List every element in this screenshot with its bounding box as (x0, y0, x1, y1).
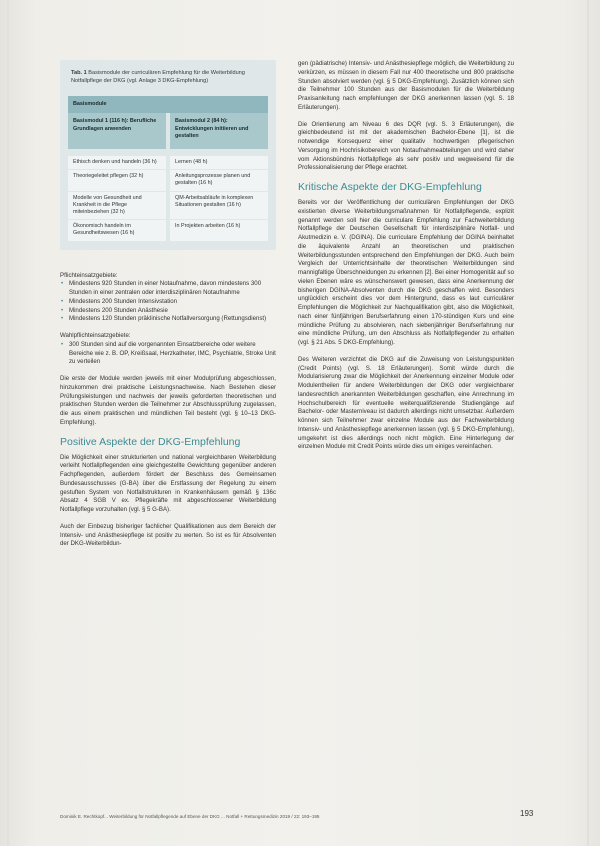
list-item: • Mindestens 200 Stunden Intensivstation (60, 298, 276, 307)
table-cell: Anleitungsprozesse planen und gestalten (16 h) (168, 170, 268, 191)
table-row (68, 170, 268, 191)
module-1-header: Basismodul 1 (116 h): Berufliche Grundlagen anwenden (68, 113, 168, 149)
table-module-row (68, 113, 268, 149)
section-heading: Positive Aspekte der DKG-Empfehlung (60, 435, 241, 448)
table-box (60, 60, 276, 250)
basismodule-table (68, 96, 268, 241)
list-item: • Mindestens 120 Stunden präklinische Notfallversorgung (Rettungsdienst) (60, 315, 276, 324)
table-cell: Ökonomisch handeln im Gesundheitswesen (16 h) (68, 220, 168, 241)
left-column (60, 60, 276, 557)
table-row (68, 156, 268, 170)
pflicht-title: Pflichteinsatzgebiete: (60, 271, 118, 279)
paragraph: Die Orientierung am Niveau 6 des DQR (vgl. S. 3 Erläuterungen), die gleichbedeutend ist mit der akademischen Bachelor-Ebene [1], ist die notwendige Konsequenz einer qualitativ hochwertigen pflegerischen Versorgung im Hochrisikobereich von Notaufnahmeabteilungen und wird daher vom Aktionsbündnis Notfallpflege als sehr positiv und wegweisend für die Professionalisierung der Pflege erachtet. (298, 120, 514, 172)
table-row (68, 220, 268, 241)
table-cell: Modelle von Gesundheit und Krankheit in die Pflege miteinbeziehen (32 h) (68, 191, 168, 220)
table-header-row (68, 96, 268, 113)
table-cell: Ethisch denken und handeln (36 h) (68, 156, 168, 170)
table-caption (68, 70, 268, 85)
table-caption-text: Basismodule der curriculären Empfehlung für die Weiterbildung Notfallpflege der DKG (vgl. Anlage 3 DKG-Empfehlung) (71, 70, 245, 84)
pflicht-list (60, 280, 276, 324)
list-item: • 300 Stunden sind auf die vorgenannten Einsatzbereiche oder weitere Bereiche wie z. B. OP, Kreißsaal, Herzkatheter, IMC, Psychiatrie, Stroke Unit zu verteilen (60, 341, 276, 367)
table-cell: Theoriegeleitet pflegen (32 h) (68, 170, 168, 191)
table-row (68, 191, 268, 220)
table-number: Tab. 1 (71, 70, 87, 76)
table-header: Basismodule (68, 96, 268, 113)
list-item: • Mindestens 200 Stunden Anästhesie (60, 307, 276, 316)
paragraph: Auch der Einbezug bisheriger fachlicher Qualifikationen aus dem Bereich der Intensiv- und Anästhesiepflege ist positiv zu werten. So ist es für Absolventen der DKG-Weiterbildun- (60, 522, 276, 548)
module-2-header: Basismodul 2 (84 h): Entwicklungen initiieren und gestalten (168, 113, 268, 149)
paragraph: Die Möglichkeit einer strukturierten und national vergleichbaren Weiterbildung verleiht Notfallpflegenden eine gleichgestellte Gewichtung gegenüber anderen Fachpflegenden, außerdem fördert der Beschluss des Gemeinsamen Bundesausschusses (G-BA) über die Erstfassung der Regelung zu einem gestuften System von Notfallstrukturen in Krankenhäusern gemäß § 136c Absatz 4 SGB V ex. Pflegekräfte mit abgeschlossener Weiterbildung Notfallpflege vorzuhalten (vgl. § 5 G-BA). (60, 453, 276, 514)
paragraph: gen (pädiatrische) Intensiv- und Anästhesiepflege möglich, die Weiterbildung zu verkürzen, es müssen in diesem Fall nur 400 theoretische und 800 praktische Stunden absolviert werden (vgl. § 5 DKG-Empfehlung). Zusätzlich können sich die Teilnehmer 100 Stunden aus der Basismodulen für die Weiterbildung Praxisanleitung nach empfehlungen der DKG anerkennen lassen (vgl. S. 18 Erläuterungen). (298, 60, 514, 111)
table-cell: In Projekten arbeiten (16 h) (168, 220, 268, 241)
wahl-title: Wahlpflichteinsatzgebiete: (60, 332, 131, 340)
paragraph: Bereits vor der Veröffentlichung der curriculären Empfehlungen der DKG existierten diverse Weiterbildungsmaßnahmen für Notfallpflegende, explizit genannt werden soll hier die curriculare Empfehlung zur Fachweiterbildung Notfallpflege der Deutschen Gesellschaft für interdisziplinäre Notfall- und Akutmedizin e. V. (DGINA). Die curriculare Empfehlung der DGINA beinhaltet die äquivalente Anzahl an theoretischen und praktischen Weiterbildungsstunden entsprechend den Empfehlungen der DKG. Auch beim Vergleich der Unterrichtsinhalte der theoretischen Weiterbildungen sind mannigfaltige Überschneidungen zu erkennen [2]. Bei einer Homogenität auf so vielen Ebenen wäre es wünschenswert gewesen, dass eine Anerkennung der bisherigen DGINA-Absolventen durch die DKG geschaffen wird. Besonders unglücklich erscheint dies vor dem Hintergrund, dass es laut curriculärer Empfehlungen die Möglichkeit zur Nachqualifikation gibt, also die Möglichkeit, nach einer fünfjährigen Berufserfahrung einen 170-stündigen Kurs und eine mündliche Prüfung zu absolvieren, nach siebenjähriger Berufserfahrung nur eine mündliche Prüfung, um den Abschluss als Notfallpflegender zu erhalten (vgl. § 21 Abs. 5 DKG-Empfehlung). (298, 199, 514, 346)
page-footer: Dominik E. Rechtkopf... Weiterbildung für Notfallpflegende auf Ebene der DKG ... Notfall + Rettungsmedizin 2019 / 22: 193–195 (60, 814, 320, 819)
section-heading: Kritische Aspekte der DKG-Empfehlung (298, 181, 482, 193)
paragraph: Die erste der Module werden jeweils mit einer Modulprüfung abgeschlossen, hinzukommen drei praktische Leistungsnachweise. Nach Bestehen dieser Prüfungsleistungen und nachweis der jeweils geforderten theoretischen und praktischen Stunden werden die Teilnehmer zur Abschlussprüfung zugelassen, die aus einem praktischen und mündlichen Teil besteht (vgl. § 10–13 DKG-Empfehlung). (60, 375, 276, 426)
page-number: 193 (520, 809, 534, 818)
table-cell: Lernen (48 h) (168, 156, 268, 170)
right-column (298, 60, 514, 460)
list-item: • Mindestens 920 Stunden in einer Notaufnahme, davon mindestens 300 Stunden in einer zentralen oder interdisziplinären Notaufnahme (60, 280, 276, 298)
paragraph: Des Weiteren verzichtet die DKG auf die Zuweisung von Leistungspunkten (Credit Points) (vgl. S. 18 Erläuterungen). Somit würde durch die Modularisierung zwar die Möglichkeit der Anerkennung einzelner Module oder Modulentheilen für andere Weiterbildungen der DKG oder vergleichbarer landesrechtlich anerkannten Weiterbildungen geschaffen, eine Anrechnung im Hochschulbereich für eventuelle weiterqualifizierende Studiengänge auf Bachelor- oder Masterniveau ist dadurch allerdings nicht umsetzbar. Außerdem können sich Teilnehmer zwar einzelne Module aus der Fachweiterbildung Intensiv- und Anästhesiepflege anerkennen lassen (vgl. § 5 DKG-Empfehlung), umgekehrt ist dies allerdings noch nicht möglich. Eine Hinterlegung der einzelnen Module mit Credit Points würde dies um einiges vereinfachen. (298, 355, 514, 451)
wahl-list (60, 341, 276, 367)
table-cell: QM-Arbeitsabläufe in komplexen Situationen gestalten (16 h) (168, 191, 268, 220)
